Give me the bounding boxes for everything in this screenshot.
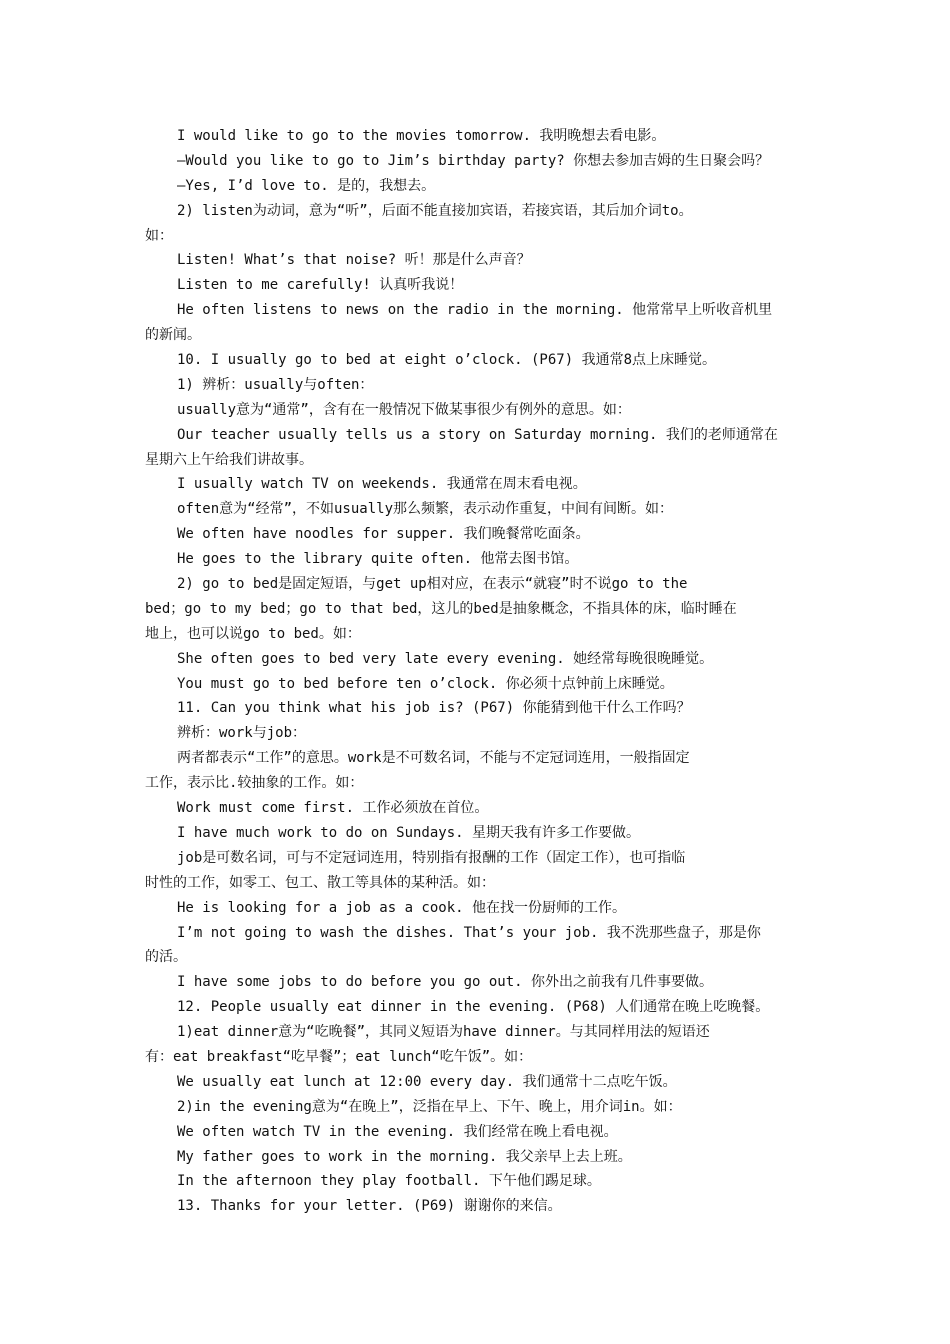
text-line: He goes to the library quite often. 他常去图书馆。 — [177, 551, 579, 568]
text-line: 2) go to bed是固定短语，与get up相对应，在表示“就寝”时不说go to the — [177, 576, 688, 593]
text-line: My father goes to work in the morning. 我父亲早上去上班。 — [177, 1148, 632, 1165]
text-line: I’m not going to wash the dishes. That’s your job. 我不洗那些盘子，那是你 — [177, 924, 761, 941]
text-line: 地上，也可以说go to bed。如： — [145, 625, 361, 642]
text-line: We usually eat lunch at 12:00 every day. 我们通常十二点吃午饭。 — [177, 1073, 677, 1090]
text-line: 时性的工作，如零工、包工、散工等具体的某种活。如： — [145, 874, 495, 891]
text-line: 2)in the evening意为“在晚上”，泛指在早上、下午、晚上，用介词in。如： — [177, 1098, 682, 1115]
text-line: 星期六上午给我们讲故事。 — [145, 451, 313, 468]
text-line: We often watch TV in the evening. 我们经常在晚上看电视。 — [177, 1123, 618, 1140]
text-line: I would like to go to the movies tomorrow. 我明晚想去看电影。 — [177, 128, 666, 144]
text-line: bed；go to my bed；go to that bed，这儿的bed是抽象概念，不指具体的床，临时睡在 — [145, 600, 737, 617]
text-line: 13. Thanks for your letter. (P69) 谢谢你的来信。 — [177, 1198, 562, 1215]
text-line: 辨析：work与job： — [177, 725, 307, 742]
text-line: He is looking for a job as a cook. 他在找一份厨师的工作。 — [177, 899, 627, 916]
text-line: In the afternoon they play football. 下午他们踢足球。 — [177, 1173, 601, 1190]
text-line: You must go to bed before ten o’clock. 你必须十点钟前上床睡觉。 — [177, 675, 674, 692]
text-line: I have much work to do on Sundays. 星期天我有许多工作要做。 — [177, 824, 641, 841]
text-line: —Yes, I’d love to. 是的，我想去。 — [177, 177, 436, 194]
text-line: —Would you like to go to Jim’s birthday party? 你想去参加吉姆的生日聚会吗？ — [177, 152, 770, 169]
text-line: 11. Can you think what his job is? (P67) 你能猜到他干什么工作吗？ — [177, 700, 691, 717]
text-line: 1) 辨析：usually与often： — [177, 376, 374, 393]
text-line: job是可数名词，可与不定冠词连用，特别指有报酬的工作（固定工作），也可指临 — [177, 849, 686, 866]
text-line: usually意为“通常”，含有在一般情况下做某事很少有例外的意思。如： — [177, 401, 631, 418]
document-body — [145, 124, 810, 1219]
text-line: He often listens to news on the radio in the morning. 他常常早上听收音机里 — [177, 302, 773, 319]
text-line: 2) listen为动词，意为“听”，后面不能直接加宾语，若接宾语，其后加介词to。 — [177, 202, 693, 219]
text-line: Our teacher usually tells us a story on Saturday morning. 我们的老师通常在 — [177, 426, 778, 443]
text-line: I usually watch TV on weekends. 我通常在周末看电视。 — [177, 476, 587, 493]
text-line: 的新闻。 — [145, 327, 201, 344]
text-line: 1)eat dinner意为“吃晚餐”，其同义短语为have dinner。与其同样用法的短语还 — [177, 1024, 710, 1041]
text-line: 两者都表示“工作”的意思。work是不可数名词，不能与不定冠词连用，一般指固定 — [177, 750, 690, 767]
text-line: Work must come first. 工作必须放在首位。 — [177, 800, 489, 817]
text-line: She often goes to bed very late every evening. 她经常每晚很晚睡觉。 — [177, 650, 714, 667]
text-line: 的活。 — [145, 949, 187, 966]
text-line: Listen! What’s that noise? 听！那是什么声音？ — [177, 252, 531, 269]
text-line: 如： — [145, 227, 173, 244]
text-line: We often have noodles for supper. 我们晚餐常吃面条。 — [177, 526, 590, 543]
text-line: Listen to me carefully! 认真听我说！ — [177, 277, 464, 294]
text-line: I have some jobs to do before you go out. 你外出之前我有几件事要做。 — [177, 974, 714, 991]
text-line: 12. People usually eat dinner in the evening. (P68) 人们通常在晚上吃晚餐。 — [177, 999, 770, 1016]
text-line: often意为“经常”，不如usually那么频繁，表示动作重复，中间有间断。如： — [177, 501, 674, 518]
text-line: 工作，表示比.较抽象的工作。如： — [145, 775, 364, 792]
text-line: 有：eat breakfast“吃早餐”；eat lunch“吃午饭”。如： — [145, 1048, 533, 1065]
text-line: 10. I usually go to bed at eight o’clock. (P67) 我通常8点上床睡觉。 — [177, 352, 717, 369]
